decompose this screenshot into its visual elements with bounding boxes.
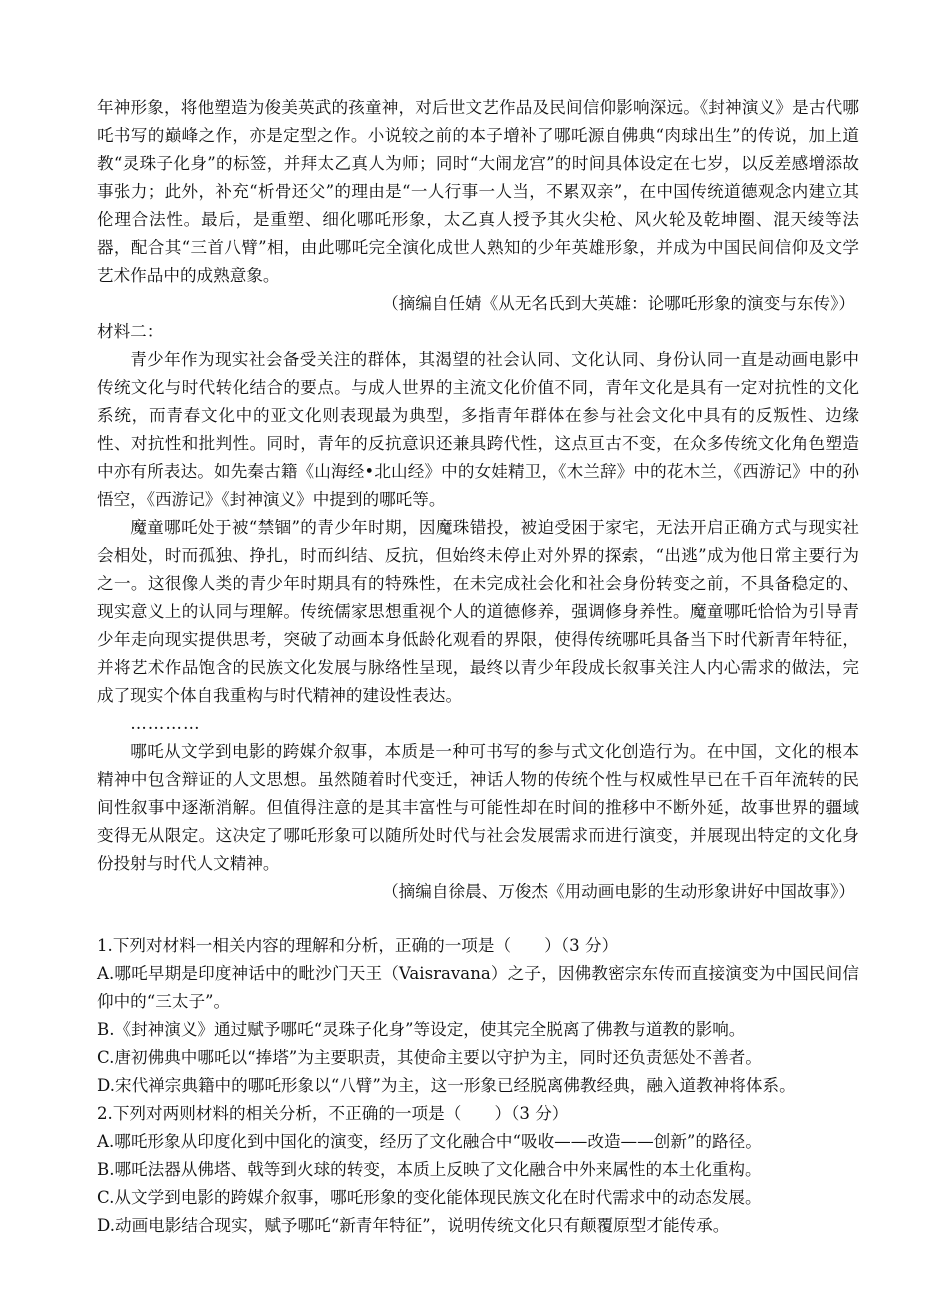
material2-source: （摘编自徐晨、万俊杰《用动画电影的生动形象讲好中国故事》） — [382, 882, 855, 901]
question-stem: 1.下列对材料一相关内容的理解和分析，正确的一项是（ ）（3 分） — [97, 936, 619, 955]
material2-paragraph-3: 哪吒从文学到电影的跨媒介叙事，本质是一种可书写的参与式文化创造行为。在中国，文化的根本精神中包含辩证的人文思想。虽然随着时代变迁，神话人物的传统个性与权威性早已在千百年流转的民间性叙事中逐渐消解。但值得注意的是其丰富性与可能性却在时间的推移中不断外延，故事世界的疆域变得无从限定。这决定了哪吒形象可以随所处时代与社会发展需求而进行演变，并展现出特定的文化身份投射与时代人文精神。 — [97, 742, 859, 873]
question-2 — [97, 1100, 859, 1240]
option-a: A.哪吒早期是印度神话中的毗沙门天王（Vaisravana）之子，因佛教密宗东传而直接演变为中国民间信仰中的“三太子”。 — [97, 964, 859, 1011]
option-a: A.哪吒形象从印度化到中国化的演变，经历了文化融合中“吸收——改造——创新”的路径。 — [97, 1132, 762, 1151]
option-c: C.从文学到电影的跨媒介叙事，哪吒形象的变化能体现民族文化在时代需求中的动态发展。 — [97, 1188, 762, 1207]
document-page — [97, 94, 859, 1240]
option-b: B.哪吒法器从佛塔、戟等到火球的转变，本质上反映了文化融合中外来属性的本土化重构。 — [97, 1160, 762, 1179]
material1-tail-paragraph: 年神形象，将他塑造为俊美英武的孩童神，对后世文艺作品及民间信仰影响深远。《封神演义》是古代哪吒书写的巅峰之作，亦是定型之作。小说较之前的本子增补了哪吒源自佛典“肉球出生”的传说，加上道教“灵珠子化身”的标签，并拜太乙真人为师；同时“大闹龙宫”的时间具体设定在七岁，以反差感增添故事张力；此外，补充“析骨还父”的理由是“一人行事一人当，不累双亲”，在中国传统道德观念内建立其伦理合法性。最后，是重塑、细化哪吒形象，太乙真人授予其火尖枪、风火轮及乾坤圈、混天绫等法器，配合其“三首八臂”相，由此哪吒完全演化成世人熟知的少年英雄形象，并成为中国民间信仰及文学艺术作品中的成熟意象。 — [97, 98, 859, 285]
option-d: D.宋代禅宗典籍中的哪吒形象以“八臂”为主，这一形象已经脱离佛教经典，融入道教神将体系。 — [97, 1076, 796, 1095]
material2-paragraph-2: 魔童哪吒处于被“禁锢”的青少年时期，因魔珠错投，被迫受困于家宅，无法开启正确方式与现实社会相处，时而孤独、挣扎，时而纠结、反抗，但始终未停止对外界的探索，“出逃”成为他日常主要行为之一。这很像人类的青少年时期具有的特殊性，在未完成社会化和社会身份转变之前，不具备稳定的、现实意义上的认同与理解。传统儒家思想重视个人的道德修养，强调修身养性。魔童哪吒恰恰为引导青少年走向现实提供思考，突破了动画本身低龄化观看的界限，使得传统哪吒具备当下时代新青年特征，并将艺术作品饱含的民族文化发展与脉络性呈现，最终以青少年段成长叙事关注人内心需求的做法，完成了现实个体自我重构与时代精神的建设性表达。 — [97, 518, 859, 705]
ellipsis: ………… — [130, 714, 201, 733]
option-b: B.《封神演义》通过赋予哪吒“灵珠子化身”等设定，使其完全脱离了佛教与道教的影响。 — [97, 1020, 746, 1039]
material1-source: （摘编自任婧《从无名氏到大英雄：论哪吒形象的演变与东传》） — [382, 294, 855, 313]
section-gap — [97, 906, 859, 932]
question-1 — [97, 932, 859, 1100]
option-c: C.唐初佛典中哪吒以“捧塔”为主要职责，其使命主要以守护为主，同时还负责惩处不善者。 — [97, 1048, 762, 1067]
material2-label: 材料二： — [97, 322, 164, 341]
option-d: D.动画电影结合现实，赋予哪吒“新青年特征”，说明传统文化只有颠覆原型才能传承。 — [97, 1216, 730, 1235]
question-stem: 2.下列对两则材料的相关分析，不正确的一项是（ ）（3 分） — [97, 1104, 569, 1123]
material2-paragraph-1: 青少年作为现实社会备受关注的群体，其渴望的社会认同、文化认同、身份认同一直是动画电影中传统文化与时代转化结合的要点。与成人世界的主流文化价值不同，青年文化是具有一定对抗性的文化系统，而青春文化中的亚文化则表现最为典型，多指青年群体在参与社会文化中具有的反叛性、边缘性、对抗性和批判性。同时，青年的反抗意识还兼具跨代性，这点亘古不变，在众多传统文化角色塑造中亦有所表达。如先秦古籍《山海经•北山经》中的女娃精卫，《木兰辞》中的花木兰，《西游记》中的孙悟空，《西游记》《封神演义》中提到的哪吒等。 — [97, 350, 859, 509]
